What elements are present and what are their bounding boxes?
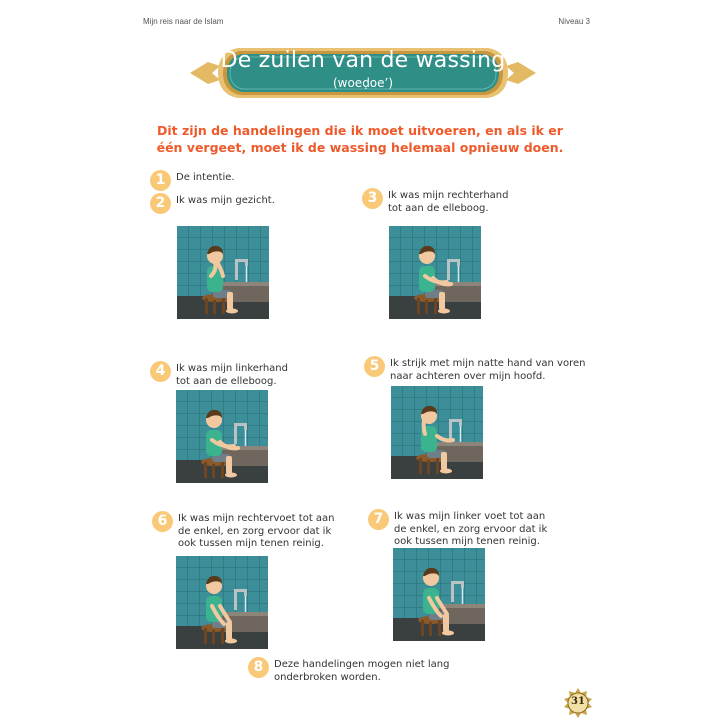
illustration-wash-right-hand bbox=[389, 226, 481, 319]
illustration-wash-left-foot bbox=[393, 548, 485, 641]
step-number-badge: 4 bbox=[150, 361, 171, 382]
step-text: Ik was mijn linkerhand tot aan de elleboog. bbox=[176, 363, 288, 387]
page-number-badge bbox=[563, 688, 593, 718]
page-number: 31 bbox=[571, 696, 585, 707]
page-subtitle: (woeḍoe’) bbox=[332, 76, 394, 90]
step-6 bbox=[152, 511, 335, 551]
step-5 bbox=[364, 356, 585, 383]
illustration-wash-right-foot bbox=[176, 556, 268, 649]
step-1 bbox=[150, 170, 235, 191]
step-number-badge: 7 bbox=[368, 509, 389, 530]
step-number-badge: 5 bbox=[364, 356, 385, 377]
illustration-wash-left-hand bbox=[176, 390, 268, 483]
step-number-badge: 2 bbox=[150, 193, 171, 214]
step-number-badge: 3 bbox=[362, 188, 383, 209]
step-4 bbox=[150, 361, 288, 388]
step-text: Ik was mijn rechtervoet tot aan de enkel, en zorg ervoor dat ik ook tussen mijn tenen reinig. bbox=[178, 513, 335, 549]
step-text: Ik was mijn rechterhand tot aan de elleboog. bbox=[388, 190, 509, 214]
step-text: De intentie. bbox=[176, 172, 235, 183]
book-title-header: Mijn reis naar de Islam bbox=[143, 17, 224, 26]
step-number-badge: 6 bbox=[152, 511, 173, 532]
step-text: Ik was mijn gezicht. bbox=[176, 195, 275, 206]
step-8 bbox=[248, 657, 449, 684]
level-header: Niveau 3 bbox=[558, 17, 590, 26]
intro-text: Dit zijn de handelingen die ik moet uitvoeren, en als ik er één vergeet, moet ik de wassing helemaal opnieuw doen. bbox=[156, 123, 564, 155]
step-2 bbox=[150, 193, 275, 214]
page-title: De zuilen van de wassing bbox=[220, 48, 506, 73]
illustration-wipe-head bbox=[391, 386, 483, 479]
step-3 bbox=[362, 188, 508, 215]
step-text: Ik strijk met mijn natte hand van voren naar achteren over mijn hoofd. bbox=[390, 358, 586, 382]
step-number-badge: 8 bbox=[248, 657, 269, 678]
step-text: Ik was mijn linker voet tot aan de enkel, en zorg ervoor dat ik ook tussen mijn tenen reinig. bbox=[394, 511, 548, 547]
step-7 bbox=[368, 509, 547, 549]
illustration-wash-face bbox=[177, 226, 269, 319]
step-text: Deze handelingen mogen niet lang onderbroken worden. bbox=[274, 659, 450, 683]
step-number-badge: 1 bbox=[150, 170, 171, 191]
title-banner bbox=[190, 40, 536, 106]
